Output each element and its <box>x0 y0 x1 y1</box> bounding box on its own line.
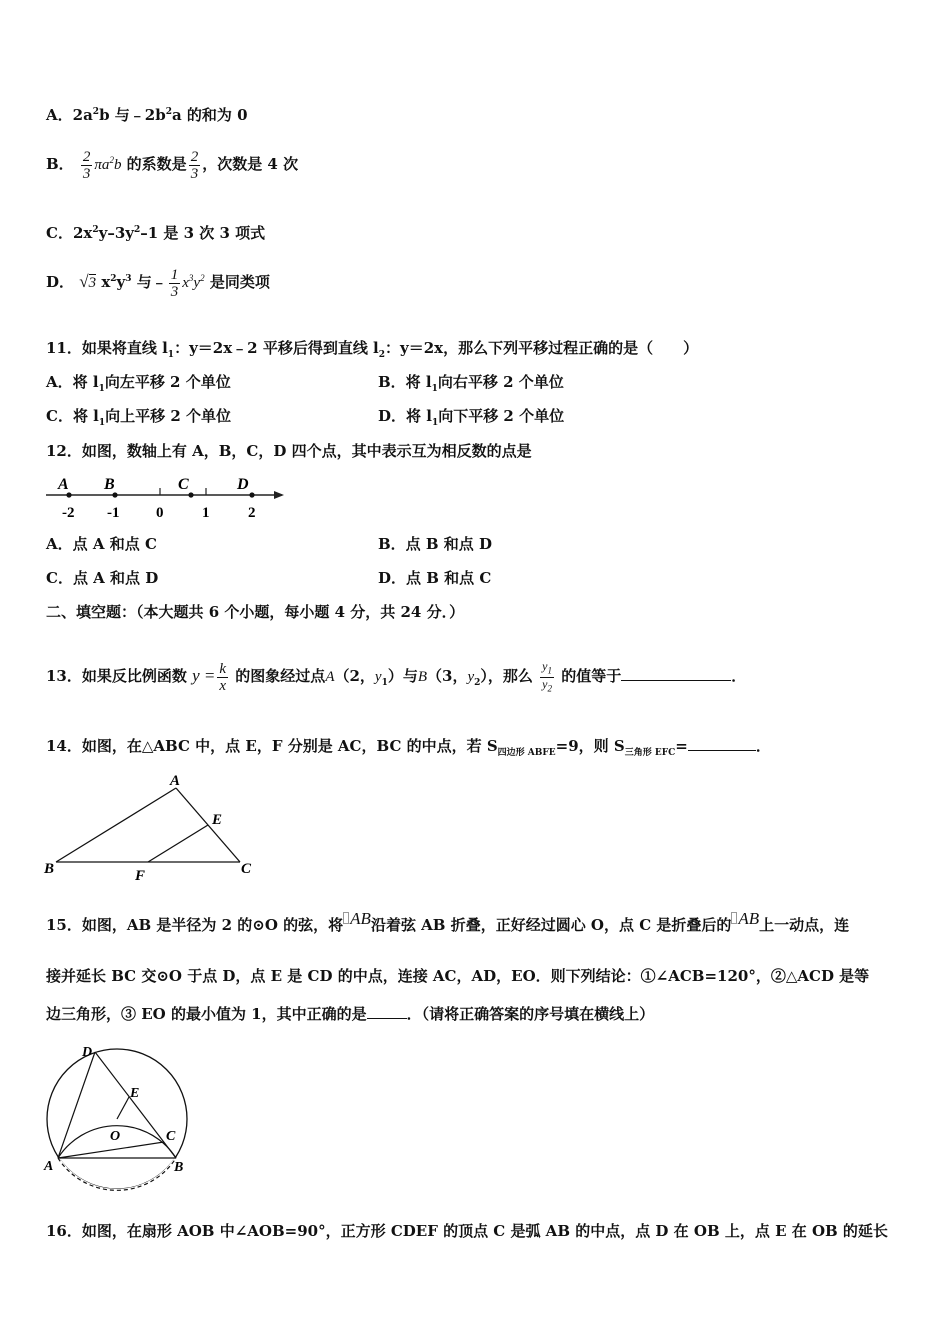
arc-ab-notation: AB <box>343 909 371 928</box>
q11-option-b: B．将 $l_1$向右平移 2 个单位 <box>378 373 564 394</box>
label-a: A <box>58 476 69 493</box>
q12-option-b: B．点 B 和点 D <box>378 535 493 553</box>
q10-option-c: C．$2x^2y-3y^2-1$ 是 3 次 3 项式 <box>46 224 266 242</box>
q11-option-d: D．将 $l_1$向下平移 2 个单位 <box>378 407 565 428</box>
label-o: O <box>110 1129 121 1144</box>
q15-line2: 接并延长 BC 交⊙O 于点 D，点 E 是 CD 的中点，连接 AC，AD，EO．则下列结论：①∠ACB=120°，②△ACD 是等 <box>46 967 870 985</box>
circle-figure <box>40 1040 200 1200</box>
label-d: D <box>82 1045 93 1060</box>
answer-blank[interactable] <box>367 1004 407 1019</box>
label-b: B <box>44 861 55 877</box>
segment-fe <box>148 825 208 862</box>
q12-option-c: C．点 A 和点 D <box>46 569 159 587</box>
number-line-arrow <box>274 491 284 499</box>
q10-option-a: A．$2a^2b$ 与$﹣2b^2a$ 的和为 0 <box>46 106 248 124</box>
tick-label-neg2: -2 <box>62 505 75 521</box>
point-a <box>66 492 71 497</box>
segment-ad <box>58 1052 95 1158</box>
segment-eo <box>117 1097 129 1119</box>
label-f: F <box>135 868 146 884</box>
q15-line1: 15．如图，AB 是半径为 2 的⊙O 的弦，将 AB沿着弦 AB 折叠，正好经过圆心 O，点 C 是折叠后的 AB上一动点，连 <box>46 909 850 934</box>
q12-option-a: A．点 A 和点 C <box>46 535 157 553</box>
q13: 13．如果反比例函数 y = $\frac{k}{x}$ 的图象经过点A（2，$y_1$）与B（3，$y_2$），那么 $\frac{y_1}{y_2}$ 的值等于 ． <box>46 659 747 694</box>
number-line-figure <box>44 470 294 526</box>
q11-option-c: C．将 $l_1$向上平移 2 个单位 <box>46 407 232 428</box>
fraction: $\frac{k}{x}$ <box>219 660 227 694</box>
label-b: B <box>174 1160 184 1175</box>
label-c: C <box>166 1129 176 1144</box>
hidden-arc-mask <box>58 1158 176 1190</box>
tick-label-neg1: -1 <box>107 505 120 521</box>
label-d: D <box>237 476 249 493</box>
label-a: A <box>170 773 181 789</box>
label-c: C <box>178 476 189 493</box>
point-c <box>188 492 193 497</box>
triangle-figure <box>42 770 262 885</box>
tick-label-1: 1 <box>202 505 210 521</box>
label-b: B <box>104 476 115 493</box>
q11-option-a: A．将 $l_1$向左平移 2 个单位 <box>46 373 231 394</box>
q10-option-d: D． √3 $x^2y^3$ 与﹣ $\frac{1}{3}$ $x^3y^2$ 是同类项 <box>46 266 270 300</box>
arc-ab-notation: AB <box>731 909 759 928</box>
segment-ab <box>56 788 176 862</box>
q10-option-b: B． $\frac{2}{3}$ $\pi a^2b$ 的系数是 $\frac{2}{3}$ ，次数是 4 次 <box>46 148 299 182</box>
section-heading-fill-blank: 二、填空题：（本大题共 6 个小题，每小题 4 分，共 24 分．） <box>46 603 465 621</box>
segment-ac <box>58 1142 164 1158</box>
label-c: C <box>241 861 252 877</box>
label-e: E <box>212 812 223 828</box>
fraction: $\frac{1}{3}$ <box>170 266 179 300</box>
ratio-fraction: $\frac{y_1}{y_2}$ <box>542 659 552 693</box>
answer-blank[interactable] <box>621 666 731 681</box>
dashed-arc-ab <box>58 1158 176 1190</box>
q16-stem: 16．如图，在扇形 AOB 中∠AOB=90°，正方形 CDEF 的顶点 C 是弧 AB 的中点，点 D 在 OB 上，点 E 在 OB 的延长 <box>46 1222 888 1240</box>
point-b <box>112 492 117 497</box>
label-a: A <box>44 1159 54 1174</box>
q12-option-d: D．点 B 和点 C <box>378 569 492 587</box>
q14-stem: 14．如图，在△ABC 中，点 E，F 分别是 AC，BC 的中点，若 $S_{四边形 ABFE}=9$，则 $S_{三角形 EFC}=$ ． <box>46 737 771 758</box>
q11-stem: 11．如果将直线 $l_1$：y＝2x﹣2 平移后得到直线 $l_2$：y＝2x，那么下列平移过程正确的是（ ） <box>46 339 699 360</box>
fraction: $\frac{2}{3}$ <box>82 148 91 182</box>
q15-line3: 边三角形，③ EO 的最小值为 1，其中正确的是 ．（请将正确答案的序号填在横线上） <box>46 1005 655 1023</box>
tick-label-2: 2 <box>248 505 256 521</box>
q12-stem: 12．如图，数轴上有 A，B，C，D 四个点，其中表示互为相反数的点是 <box>46 442 532 460</box>
point-d <box>249 492 254 497</box>
fraction: $\frac{2}{3}$ <box>190 148 199 182</box>
answer-blank[interactable] <box>688 736 756 751</box>
tick-label-0: 0 <box>156 505 164 521</box>
label-e: E <box>130 1086 140 1101</box>
